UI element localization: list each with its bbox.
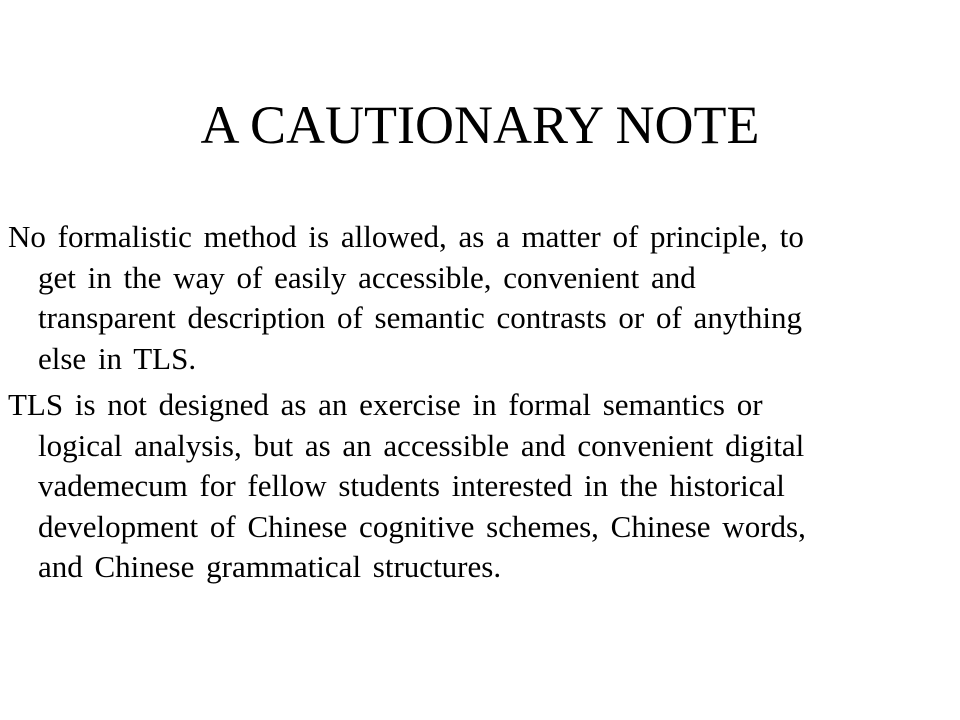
paragraph-line: No formalistic method is allowed, as a matter of principle, to (8, 219, 804, 254)
paragraph-line: vademecum for fellow students interested in the historical (38, 468, 785, 503)
paragraph-formalistic-method (8, 217, 948, 379)
paragraph-line: development of Chinese cognitive schemes, Chinese words, (38, 508, 806, 544)
paragraph-tls-purpose (8, 385, 948, 588)
paragraph-line: else in TLS. (38, 340, 197, 376)
paragraph-line: TLS is not designed as an exercise in formal semantics or (8, 387, 763, 422)
paragraph-line: get in the way of easily accessible, convenient and (38, 259, 696, 295)
paragraph-line: transparent description of semantic contrasts or of anything (38, 300, 803, 335)
slide-body (8, 217, 948, 594)
paragraph-line: logical analysis, but as an accessible and convenient digital (38, 427, 805, 463)
paragraph-line: and Chinese grammatical structures. (38, 549, 502, 584)
slide-title: A CAUTIONARY NOTE (200, 95, 760, 155)
